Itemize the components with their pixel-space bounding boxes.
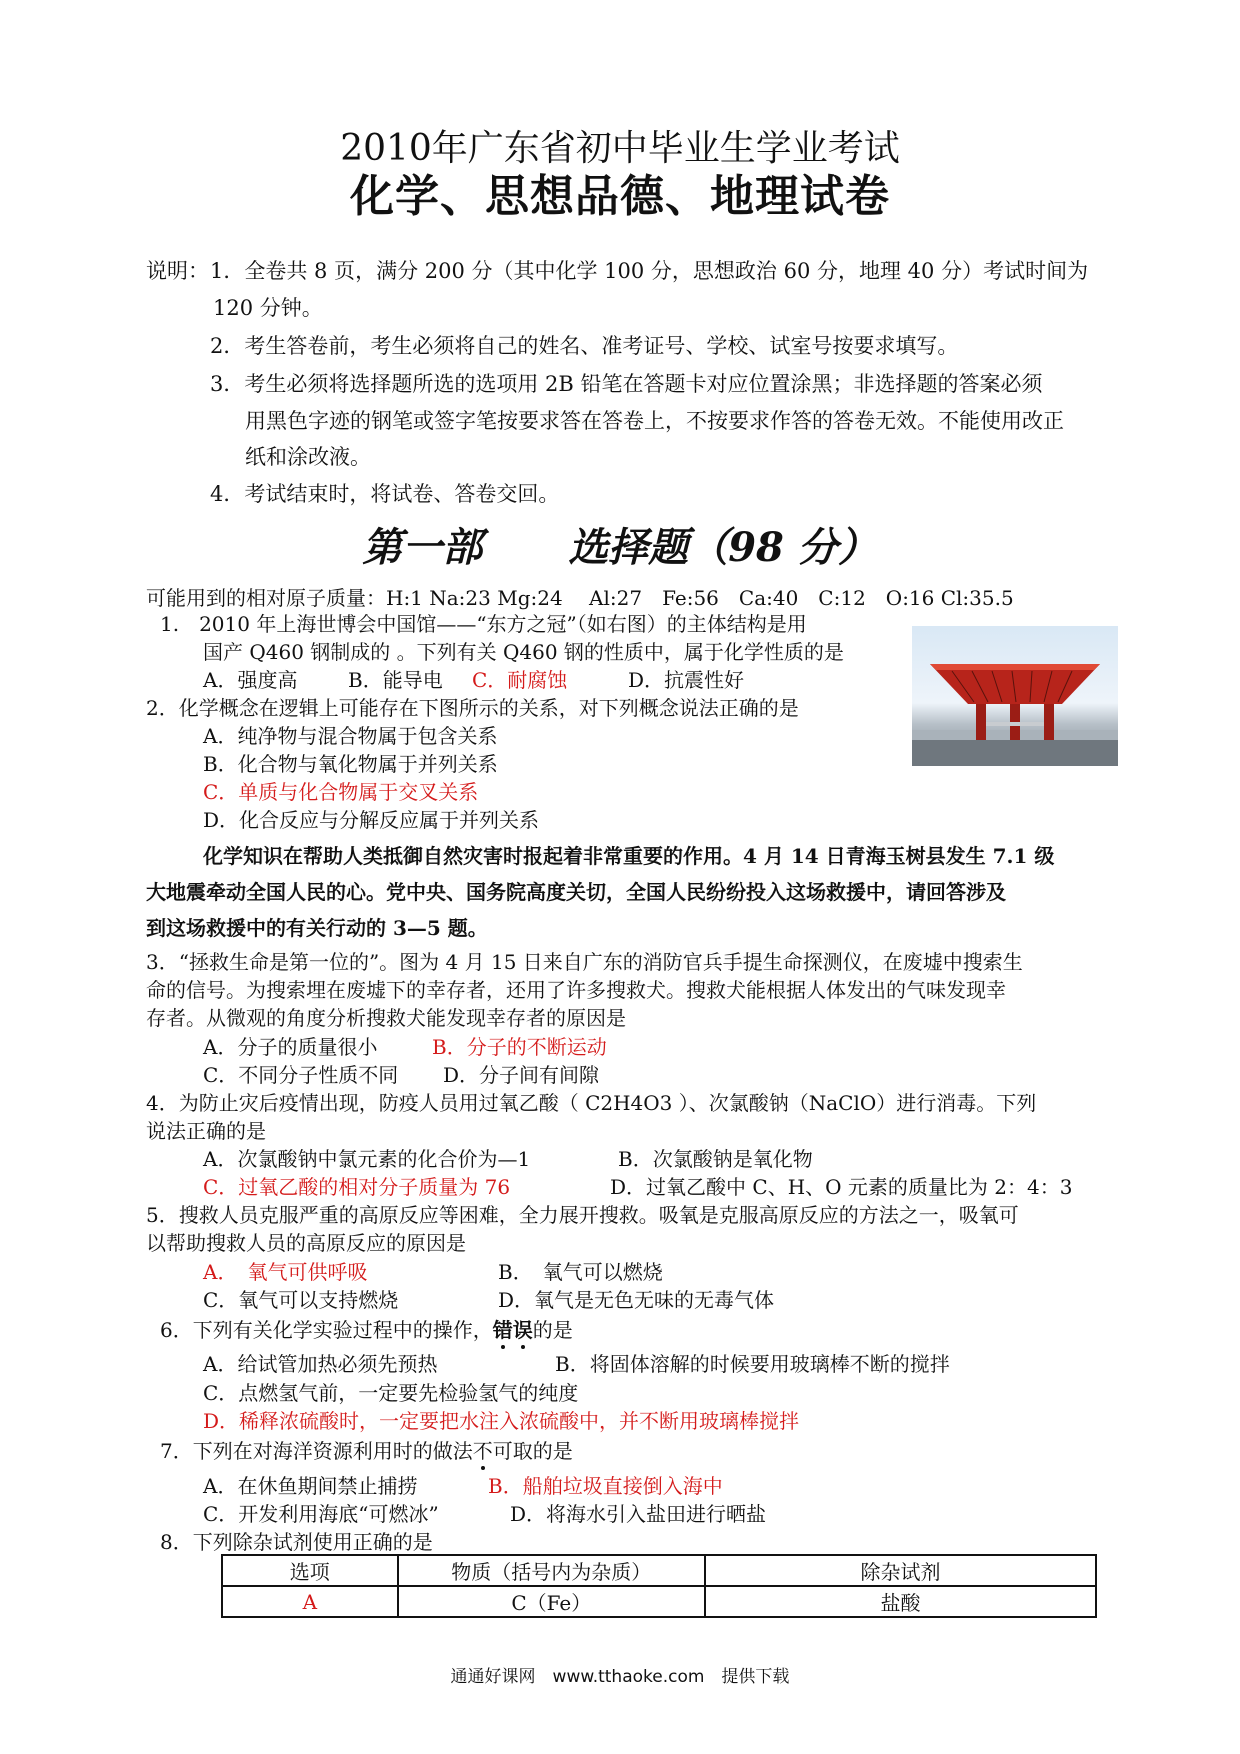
q6-emphasis-2: 误 [512, 1318, 533, 1342]
table-row [222, 1586, 1096, 1617]
table-header-cell: 除杂试剂 [705, 1555, 1096, 1586]
q7-stem-end: 可取的是 [492, 1439, 573, 1463]
passage-line1: 化学知识在帮助人类抵御自然灾害时报起着非常重要的作用。4 月 14 日青海玉树县发生 7.1 级 [203, 844, 1055, 868]
part-heading [0, 516, 1240, 573]
china-pavilion-photo [912, 626, 1118, 766]
q4-option-b: B．次氯酸钠是氧化物 [618, 1147, 813, 1171]
instruction-1-line1: 1．全卷共 8 页，满分 200 分（其中化学 100 分，思想政治 60 分，地理 40 分）考试时间为 [210, 259, 1089, 283]
q4-option-d: D．过氧乙酸中 C、H、O 元素的质量比为 2：4：3 [610, 1175, 1073, 1199]
instruction-2: 2．考生答卷前，考生必须将自己的姓名、准考证号、学校、试室号按要求填写。 [210, 334, 959, 358]
part-number: 第一部 [362, 524, 483, 571]
q4-option-a: A．次氯酸钠中氯元素的化合价为—1 [203, 1147, 531, 1171]
q8-stem: 8．下列除杂试剂使用正确的是 [160, 1530, 433, 1554]
exam-title-line2: 化学、思想品德、地理试卷 [350, 171, 890, 222]
q7-option-d: D．将海水引入盐田进行晒盐 [510, 1502, 767, 1526]
passage-line2: 大地震牵动全国人民的心。党中央、国务院高度关切，全国人民纷纷投入这场救援中，请回答涉及 [146, 880, 1006, 904]
instruction-3-line3: 纸和涂改液。 [245, 445, 371, 469]
q3-option-b: B．分子的不断运动 [432, 1035, 607, 1059]
q3-line2: 命的信号。为搜索埋在废墟下的幸存者，还用了许多搜救犬。搜救犬能根据人体发出的气味发现幸 [146, 978, 1006, 1002]
q5-option-b: B． 氧气可以燃烧 [498, 1260, 663, 1284]
table-header-cell: 选项 [222, 1555, 398, 1586]
instruction-1-line2: 120 分钟。 [213, 296, 323, 320]
q5-line1: 5．搜救人员克服严重的高原反应等困难，全力展开搜救。吸氧是克服高原反应的方法之一，吸氧可 [146, 1203, 1019, 1227]
table-header-row [222, 1555, 1096, 1586]
table-cell: C（Fe） [398, 1586, 705, 1617]
q4-option-c: C．过氧乙酸的相对分子质量为 76 [203, 1175, 511, 1199]
q5-option-d: D．氧气是无色无味的无毒气体 [498, 1288, 775, 1312]
china-pavilion-drawing [912, 626, 1118, 766]
q8-options-table [221, 1554, 1097, 1618]
q6-option-a: A．给试管加热必须先预热 [203, 1352, 438, 1376]
q6-option-c: C．点燃氢气前，一定要先检验氢气的纯度 [203, 1381, 579, 1405]
q5-option-a: A． 氧气可供呼吸 [203, 1260, 368, 1284]
q2-option-c: C．单质与化合物属于交叉关系 [203, 780, 479, 804]
q6-option-d: D．稀释浓硫酸时，一定要把水注入浓硫酸中，并不断用玻璃棒搅拌 [203, 1409, 800, 1433]
q2-option-a: A．纯净物与混合物属于包含关系 [203, 724, 498, 748]
q6-stem-end: 的是 [532, 1318, 573, 1342]
instruction-3-line1: 3．考生必须将选择题所选的选项用 2B 铅笔在答题卡对应位置涂黑；非选择题的答案必须 [210, 372, 1043, 396]
instruction-4: 4．考试结束时，将试卷、答卷交回。 [210, 482, 560, 506]
q1-option-d: D．抗震性好 [628, 668, 745, 692]
q1-line1: 1. 2010 年上海世博会中国馆——“东方之冠”（如右图）的主体结构是用 [160, 612, 807, 636]
q1-line2: 国产 Q460 钢制成的 。下列有关 Q460 钢的性质中，属于化学性质的是 [203, 640, 844, 664]
q3-option-c: C．不同分子性质不同 [203, 1063, 399, 1087]
q5-option-c: C．氧气可以支持燃烧 [203, 1288, 399, 1312]
q1-option-a: A．强度高 [203, 668, 298, 692]
part-name: 选择题（98 分） [568, 524, 878, 571]
q6-stem-start: 6．下列有关化学实验过程中的操作， [160, 1318, 493, 1342]
q6-stem [160, 1314, 573, 1343]
q3-option-d: D．分子间有间隙 [443, 1063, 600, 1087]
q7-emphasis: 不 [472, 1439, 493, 1463]
table-header-cell: 物质（括号内为杂质） [398, 1555, 705, 1586]
q7-option-c: C．开发利用海底“可燃冰” [203, 1502, 439, 1526]
q3-option-a: A．分子的质量很小 [203, 1035, 378, 1059]
q5-line2: 以帮助搜救人员的高原反应的原因是 [146, 1231, 466, 1255]
q3-line1: 3．“拯救生命是第一位的”。图为 4 月 15 日来自广东的消防官兵手提生命探测仪，在废墟中搜索生 [146, 950, 1023, 974]
instructions-label: 说明： [146, 259, 209, 283]
q3-line3: 存者。从微观的角度分析搜救犬能发现幸存者的原因是 [146, 1006, 626, 1030]
instruction-3-line2: 用黑色字迹的钢笔或签字笔按要求答在答卷上，不按要求作答的答卷无效。不能使用改正 [245, 409, 1064, 433]
q4-line1: 4．为防止灾后疫情出现，防疫人员用过氧乙酸（ C2H4O3 ）、次氯酸钠（NaClO）进行消毒。下列 [146, 1091, 1037, 1115]
exam-title-line1: 2010年广东省初中毕业生学业考试 [340, 128, 900, 169]
table-cell: 盐酸 [705, 1586, 1096, 1617]
q2-option-b: B．化合物与氧化物属于并列关系 [203, 752, 498, 776]
q7-stem [160, 1435, 573, 1464]
q7-stem-start: 7．下列在对海洋资源利用时的做法 [160, 1439, 473, 1463]
q6-option-b: B．将固体溶解的时候要用玻璃棒不断的搅拌 [555, 1352, 950, 1376]
passage-line3: 到这场救援中的有关行动的 3—5 题。 [146, 916, 488, 940]
q4-line2: 说法正确的是 [146, 1119, 266, 1143]
q2-stem: 2．化学概念在逻辑上可能存在下图所示的关系，对下列概念说法正确的是 [146, 696, 799, 720]
table-cell: A [222, 1586, 398, 1617]
q1-option-c: C．耐腐蚀 [472, 668, 568, 692]
q2-option-d: D．化合反应与分解反应属于并列关系 [203, 808, 540, 832]
footer-source: 通通好课网 www.tthaoke.com 提供下载 [450, 1667, 790, 1687]
atomic-masses: 可能用到的相对原子质量：H:1 Na:23 Mg:24 Al:27 Fe:56 Ca:40 C:12 O:16 Cl:35.5 [146, 586, 1014, 610]
q7-option-a: A．在休鱼期间禁止捕捞 [203, 1474, 418, 1498]
q1-option-b: B．能导电 [348, 668, 443, 692]
q6-emphasis-1: 错 [492, 1318, 513, 1342]
q7-option-b: B．船舶垃圾直接倒入海中 [488, 1474, 723, 1498]
